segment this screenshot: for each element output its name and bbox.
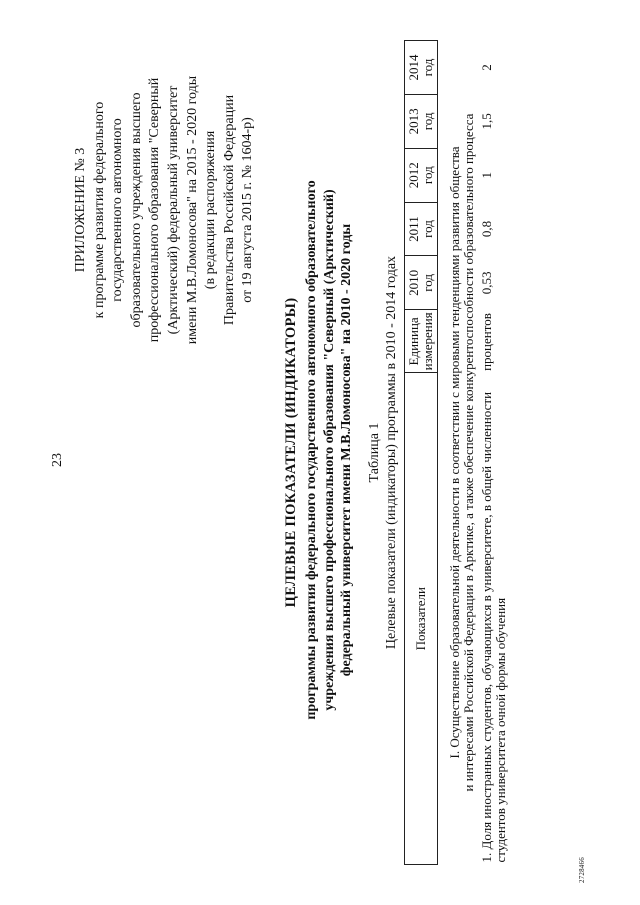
row-unit: процентов [479,313,494,371]
row-value-2013: 1,5 [479,113,494,130]
year: 2014 [406,54,421,81]
document-code: 2728466 [578,857,586,883]
subtitle-line: учреждения высшего профессионального образования "Северный (Арктический) [321,189,337,711]
appendix-line: к программе развития федерального [91,101,107,319]
section-heading [438,41,479,865]
table-section-row [438,41,479,865]
year: 2013 [406,108,421,135]
appendix-line: профессионального образования "Северный [147,77,163,343]
subtitle-line: программы развития федерального государственного автономного образовательного [304,180,319,720]
appendix-title: ПРИЛОЖЕНИЕ № 3 [73,147,88,273]
section-line: I. Осуществление образовательной деятельности в соответствии с мировыми тенденциями развития общества [447,146,462,759]
year: 2010 [406,269,421,296]
appendix-line: имени М.В.Ломоносова" на 2015 - 2020 годы [184,75,200,345]
row-indicator: 1. Доля иностранных студентов, обучающихся в университете, в общей численности студентов университета очной формы обучения [479,391,508,863]
appendix-line: (Арктический) федеральный университет [165,85,181,335]
year-suffix: год [420,58,435,77]
year: 2012 [406,162,421,189]
table-header-row [405,41,438,865]
appendix-line: (в редакции распоряжения [203,130,219,290]
year-suffix: год [420,274,435,292]
header-unit [405,310,438,373]
row-value-2014: 2 [479,64,494,71]
document-subtitle [303,145,356,755]
year-suffix: год [420,166,435,185]
appendix-line: от 19 августа 2015 г. № 1604-р) [240,117,256,303]
page-number: 23 [50,453,65,467]
table-caption: Целевые показатели (индикаторы) программы в 2010 - 2014 годах [384,255,399,650]
header-year-2013 [405,94,438,148]
appendix-line: государственного автономного [110,118,126,302]
header-unit-line: измерения [420,312,435,371]
header-year-2011 [405,202,438,256]
appendix-block [72,55,258,365]
year-suffix: год [420,220,435,238]
appendix-line: образовательного учреждения высшего [128,92,144,328]
header-unit-line: Единица [406,317,421,366]
row-value-2010: 0,53 [479,271,494,295]
appendix-line: Правительства Российской Федерации [221,94,237,326]
table-label: Таблица 1 [367,422,382,483]
document-title: ЦЕЛЕВЫЕ ПОКАЗАТЕЛИ (ИНДИКАТОРЫ) [283,297,299,608]
year-suffix: год [420,112,435,131]
table-row [478,41,510,865]
header-year-2012 [405,148,438,202]
header-year-2010 [405,256,438,310]
row-value-2011: 0,8 [479,220,494,238]
indicators-table [404,40,510,865]
header-indicator: Показатели [405,373,438,865]
year: 2011 [406,216,421,242]
row-value-2012: 1 [479,171,494,179]
subtitle-line: федеральный университет имени М.В.Ломоносова" на 2010 - 2020 годы [339,223,354,677]
header-year-2014 [405,41,438,95]
section-line: и интересами Российской Федерации в Арктике, а также обеспечение конкурентоспособности образовательного процесса [461,113,476,792]
